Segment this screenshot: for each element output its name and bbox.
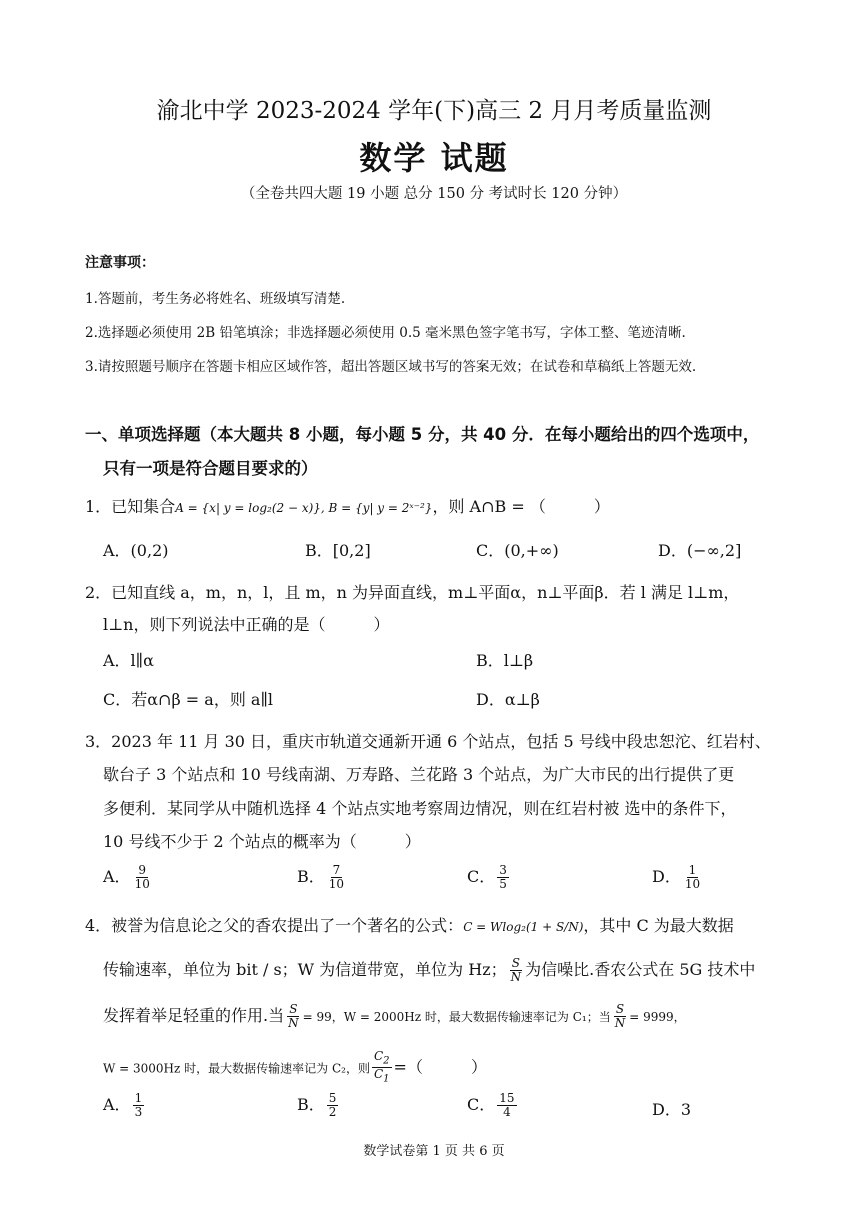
exam-title: 数学 试题	[359, 139, 509, 177]
q3-option-d	[652, 864, 704, 891]
q1-suffix: ，则 A∩B = （ ）	[432, 497, 610, 516]
q4-text: 发挥着举足轻重的作用.当	[103, 1006, 285, 1025]
q4-text: = 99，W = 2000Hz 时，最大数据传输速率记为 C₁；当	[302, 1010, 611, 1024]
fraction-s-over-n: $\frac{S}{N}$	[614, 1002, 626, 1030]
fraction-s-over-n: $\frac{S}{N}$	[510, 956, 522, 984]
q4-text: =（ ）	[393, 1057, 487, 1077]
notice-heading: 注意事项：	[85, 255, 155, 271]
q3-option-b	[297, 864, 348, 891]
q1-prefix: 1．已知集合	[85, 497, 176, 516]
denominator: 5	[499, 877, 507, 891]
question-4-line4	[103, 1050, 487, 1086]
numerator: 3	[499, 863, 507, 877]
q1-option-c: C．(0,+∞)	[476, 541, 559, 560]
numerator: 9	[138, 863, 147, 877]
denominator: 10	[328, 877, 345, 891]
fraction	[683, 864, 702, 891]
q2-option-d: D．α⊥β	[476, 690, 540, 709]
numerator: 7	[332, 863, 341, 877]
option-label: C．	[467, 1095, 496, 1114]
numerator: 15	[499, 1091, 515, 1105]
q4-text: 传输速率，单位为 bit / s；W 为信道带宽，单位为 Hz；	[103, 960, 507, 979]
q4-text: 为信噪比.香农公式在 5G 技术中	[525, 960, 756, 979]
q1-option-d: D．(−∞,2]	[658, 541, 742, 560]
option-label: C．	[467, 867, 496, 886]
notice-item: 3.请按照题号顺序在答题卡相应区域作答，超出答题区域书写的答案无效；在试卷和草稿纸上答题无效.	[85, 359, 697, 375]
question-2-line1: 2．已知直线 a，m，n，l，且 m，n 为异面直线，m⊥平面α，n⊥平面β．若 l 满足 l⊥m，	[85, 583, 740, 602]
fraction	[497, 864, 509, 891]
question-3-line2: 歇台子 3 个站点和 10 号线南湖、万寿路、兰花路 3 个站点，为广大市民的出行提供了更	[103, 765, 735, 784]
option-label: D．	[652, 867, 681, 886]
section-heading: 一、单项选择题（本大题共 8 小题，每小题 5 分，共 40 分．在每小题给出的四个选项中，	[85, 425, 760, 444]
fraction	[327, 864, 346, 891]
section-heading-cont: 只有一项是符合题目要求的）	[103, 459, 318, 478]
question-3-line1: 3．2023 年 11 月 30 日，重庆市轨道交通新开通 6 个站点，包括 5 号线中段忠恕沱、红岩村、	[85, 732, 771, 751]
question-3-line3: 多便利．某同学从中随机选择 4 个站点实地考察周边情况，则在红岩村被 选中的条件下，	[103, 799, 737, 818]
q4-option-d	[652, 1097, 691, 1120]
q2-option-c: C．若α∩β = a，则 a∥l	[103, 690, 273, 709]
option-label: B．	[297, 867, 325, 886]
notice-item: 1.答题前，考生务必将姓名、班级填写清楚.	[85, 291, 346, 307]
option-label: D．	[652, 1100, 681, 1119]
denominator: 3	[134, 1105, 143, 1119]
page-footer: 数学试卷第 1 页 共 6 页	[363, 1144, 505, 1159]
numerator: 5	[328, 1091, 337, 1105]
question-1	[85, 494, 610, 517]
denominator: 10	[684, 877, 701, 891]
q1-option-b: B．[0,2]	[305, 541, 371, 560]
option-label: B．	[297, 1095, 325, 1114]
q4-text: ，其中 C 为最大数据	[583, 916, 734, 935]
exam-header-line: 渝北中学 2023-2024 学年(下)高三 2 月月考质量监测	[156, 98, 712, 124]
shannon-formula: C = Wlog₂(1 + S/N)	[463, 920, 584, 934]
option-label: A．	[103, 867, 131, 886]
denominator: 4	[503, 1105, 511, 1119]
numerator: 1	[688, 863, 697, 877]
q3-option-a	[103, 864, 154, 891]
q4-option-c	[467, 1092, 519, 1119]
question-4-line1	[85, 913, 734, 936]
fraction	[497, 1092, 516, 1119]
numerator: 1	[134, 1091, 143, 1105]
question-2-line2: l⊥n，则下列说法中正确的是（ ）	[103, 615, 390, 634]
fraction-c2-over-c1: $\frac{C_2}{C_1}$	[373, 1049, 390, 1085]
q4-option-a	[103, 1092, 146, 1119]
q4-text: = 9999，	[629, 1010, 686, 1024]
option-label: A．	[103, 1095, 131, 1114]
denominator: 10	[134, 877, 150, 891]
q4-option-b	[297, 1092, 340, 1119]
fraction	[327, 1092, 339, 1119]
q4-text: W = 3000Hz 时，最大数据传输速率记为 C₂，则	[103, 1061, 370, 1076]
q3-option-c	[467, 864, 511, 891]
q4-text: 4．被誉为信息论之父的香农提出了一个著名的公式：	[85, 916, 464, 935]
q2-option-a: A．l∥α	[103, 651, 154, 670]
notice-item: 2.选择题必须使用 2B 铅笔填涂；非选择题必须使用 0.5 毫米黑色签字笔书写，字体工整、笔迹清晰.	[85, 325, 686, 341]
question-3-line4: 10 号线不少于 2 个站点的概率为（ ）	[103, 832, 421, 851]
q1-sets: A = {x| y = log₂(2 − x)}, B = {y| y = 2ˣ⁻²}	[175, 501, 433, 515]
fraction	[133, 1092, 145, 1119]
fraction-s-over-n: $\frac{S}{N}$	[288, 1002, 299, 1030]
fraction	[133, 864, 152, 891]
option-value: 3	[680, 1100, 692, 1119]
question-4-line2	[103, 957, 755, 984]
denominator: 2	[328, 1105, 337, 1119]
exam-info: （全卷共四大题 19 小题 总分 150 分 考试时长 120 分钟）	[240, 186, 628, 202]
q1-option-a: A．(0,2)	[103, 541, 169, 560]
question-4-line3	[103, 1003, 686, 1030]
q2-option-b: B．l⊥β	[476, 651, 534, 670]
